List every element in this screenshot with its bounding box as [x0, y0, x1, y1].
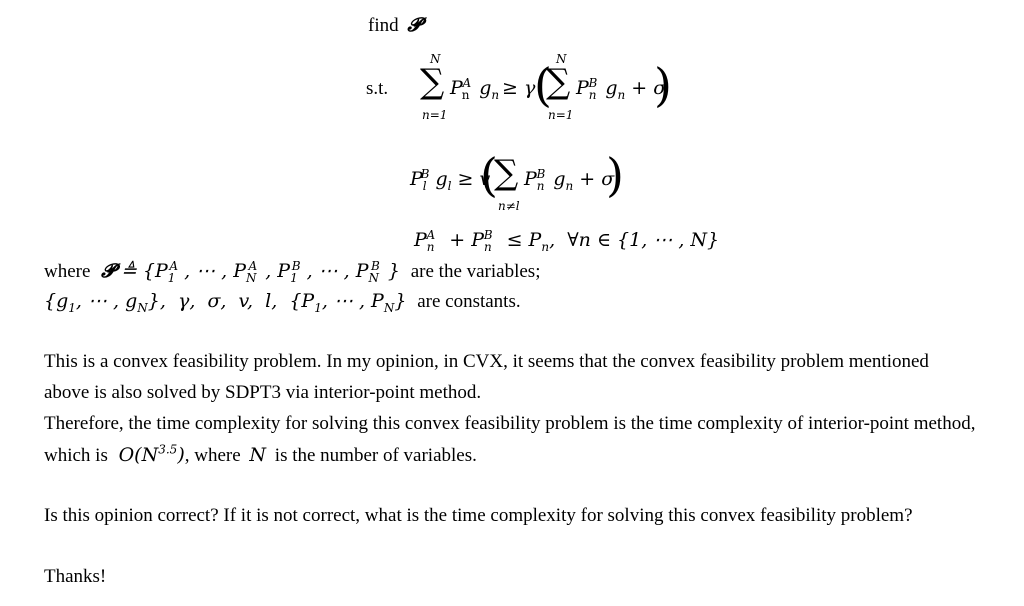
variable-set: 𝓟 ≜ {$P_1^A$ , ⋯ , $P_N^A$ , $P_1^B$ , ⋯ , $P_N^B$ } — [101, 258, 400, 285]
constraint-2-lhs: $P_l^B$ $g_l \ge v$ — [410, 166, 491, 193]
where-text: , where — [184, 445, 241, 466]
sum-lower-limit: n≠l — [498, 199, 520, 213]
find-keyword: find — [368, 15, 399, 36]
variables-suffix: are the variables; — [410, 261, 541, 282]
paragraph-2-line-1: Therefore, the time complexity for solving this convex feasibility problem is the time complexity of interior-point method, — [44, 413, 976, 434]
constraint-1-lhs: $P_n^A$ $g_n$ — [450, 75, 500, 102]
paragraph-2-line-2 — [44, 444, 477, 467]
constraint-1-inner: $P_n^B$ $g_n + \sigma$ — [576, 75, 667, 102]
find-line — [368, 14, 421, 37]
left-paren: ( — [480, 148, 498, 202]
where-word: where — [44, 261, 91, 282]
constraint-2-inner: $P_n^B$ $g_n + \sigma$ — [524, 166, 615, 193]
sum-upper-limit: N — [430, 52, 441, 66]
find-variable: 𝓟 — [407, 14, 422, 36]
constants-line — [44, 290, 521, 313]
variables-count-text: is the number of variables. — [274, 445, 477, 466]
paragraph-1-line-1: This is a convex feasibility problem. In my opinion, in CVX, it seems that the convex feasibility problem mentioned — [44, 351, 929, 372]
constraint-1 — [418, 52, 678, 124]
right-paren: ) — [654, 58, 672, 112]
rhs-sum-lower-limit: n=1 — [548, 108, 574, 122]
constraint-1-relation: ≥ γ — [502, 77, 536, 99]
sum-sign: ∑ — [420, 62, 445, 102]
thanks-text: Thanks! — [44, 566, 107, 587]
sum-sign: ∑ — [494, 153, 519, 193]
left-paren: ( — [534, 58, 552, 112]
rhs-sum-sign: ∑ — [546, 62, 571, 102]
rhs-sum-upper-limit: N — [556, 52, 567, 66]
right-paren: ) — [606, 148, 624, 202]
n-variable: N — [249, 444, 267, 466]
variables-line — [44, 260, 540, 283]
constraint-3: $P_n^A + P_n^B \le P_n$, ∀n ∈ {1, ⋯ , N} — [414, 227, 720, 254]
sum-lower-limit: n=1 — [422, 108, 448, 122]
paragraph-1-line-2: above is also solved by SDPT3 via interior-point method. — [44, 382, 482, 403]
question-text: Is this opinion correct? If it is not correct, what is the time complexity for solving this convex feasibility problem? — [44, 505, 913, 526]
constant-set: {$g_1$, ⋯ , $g_N$}, γ, σ, v, l, {$P_1$, ⋯ , $P_N$} — [44, 290, 407, 315]
complexity-expression: $O(N^{3.5})$ — [118, 442, 185, 466]
constraint-2 — [410, 148, 640, 214]
which-is-text: which is — [44, 445, 108, 466]
st-label: s.t. — [366, 78, 389, 99]
constants-suffix: are constants. — [417, 291, 521, 312]
